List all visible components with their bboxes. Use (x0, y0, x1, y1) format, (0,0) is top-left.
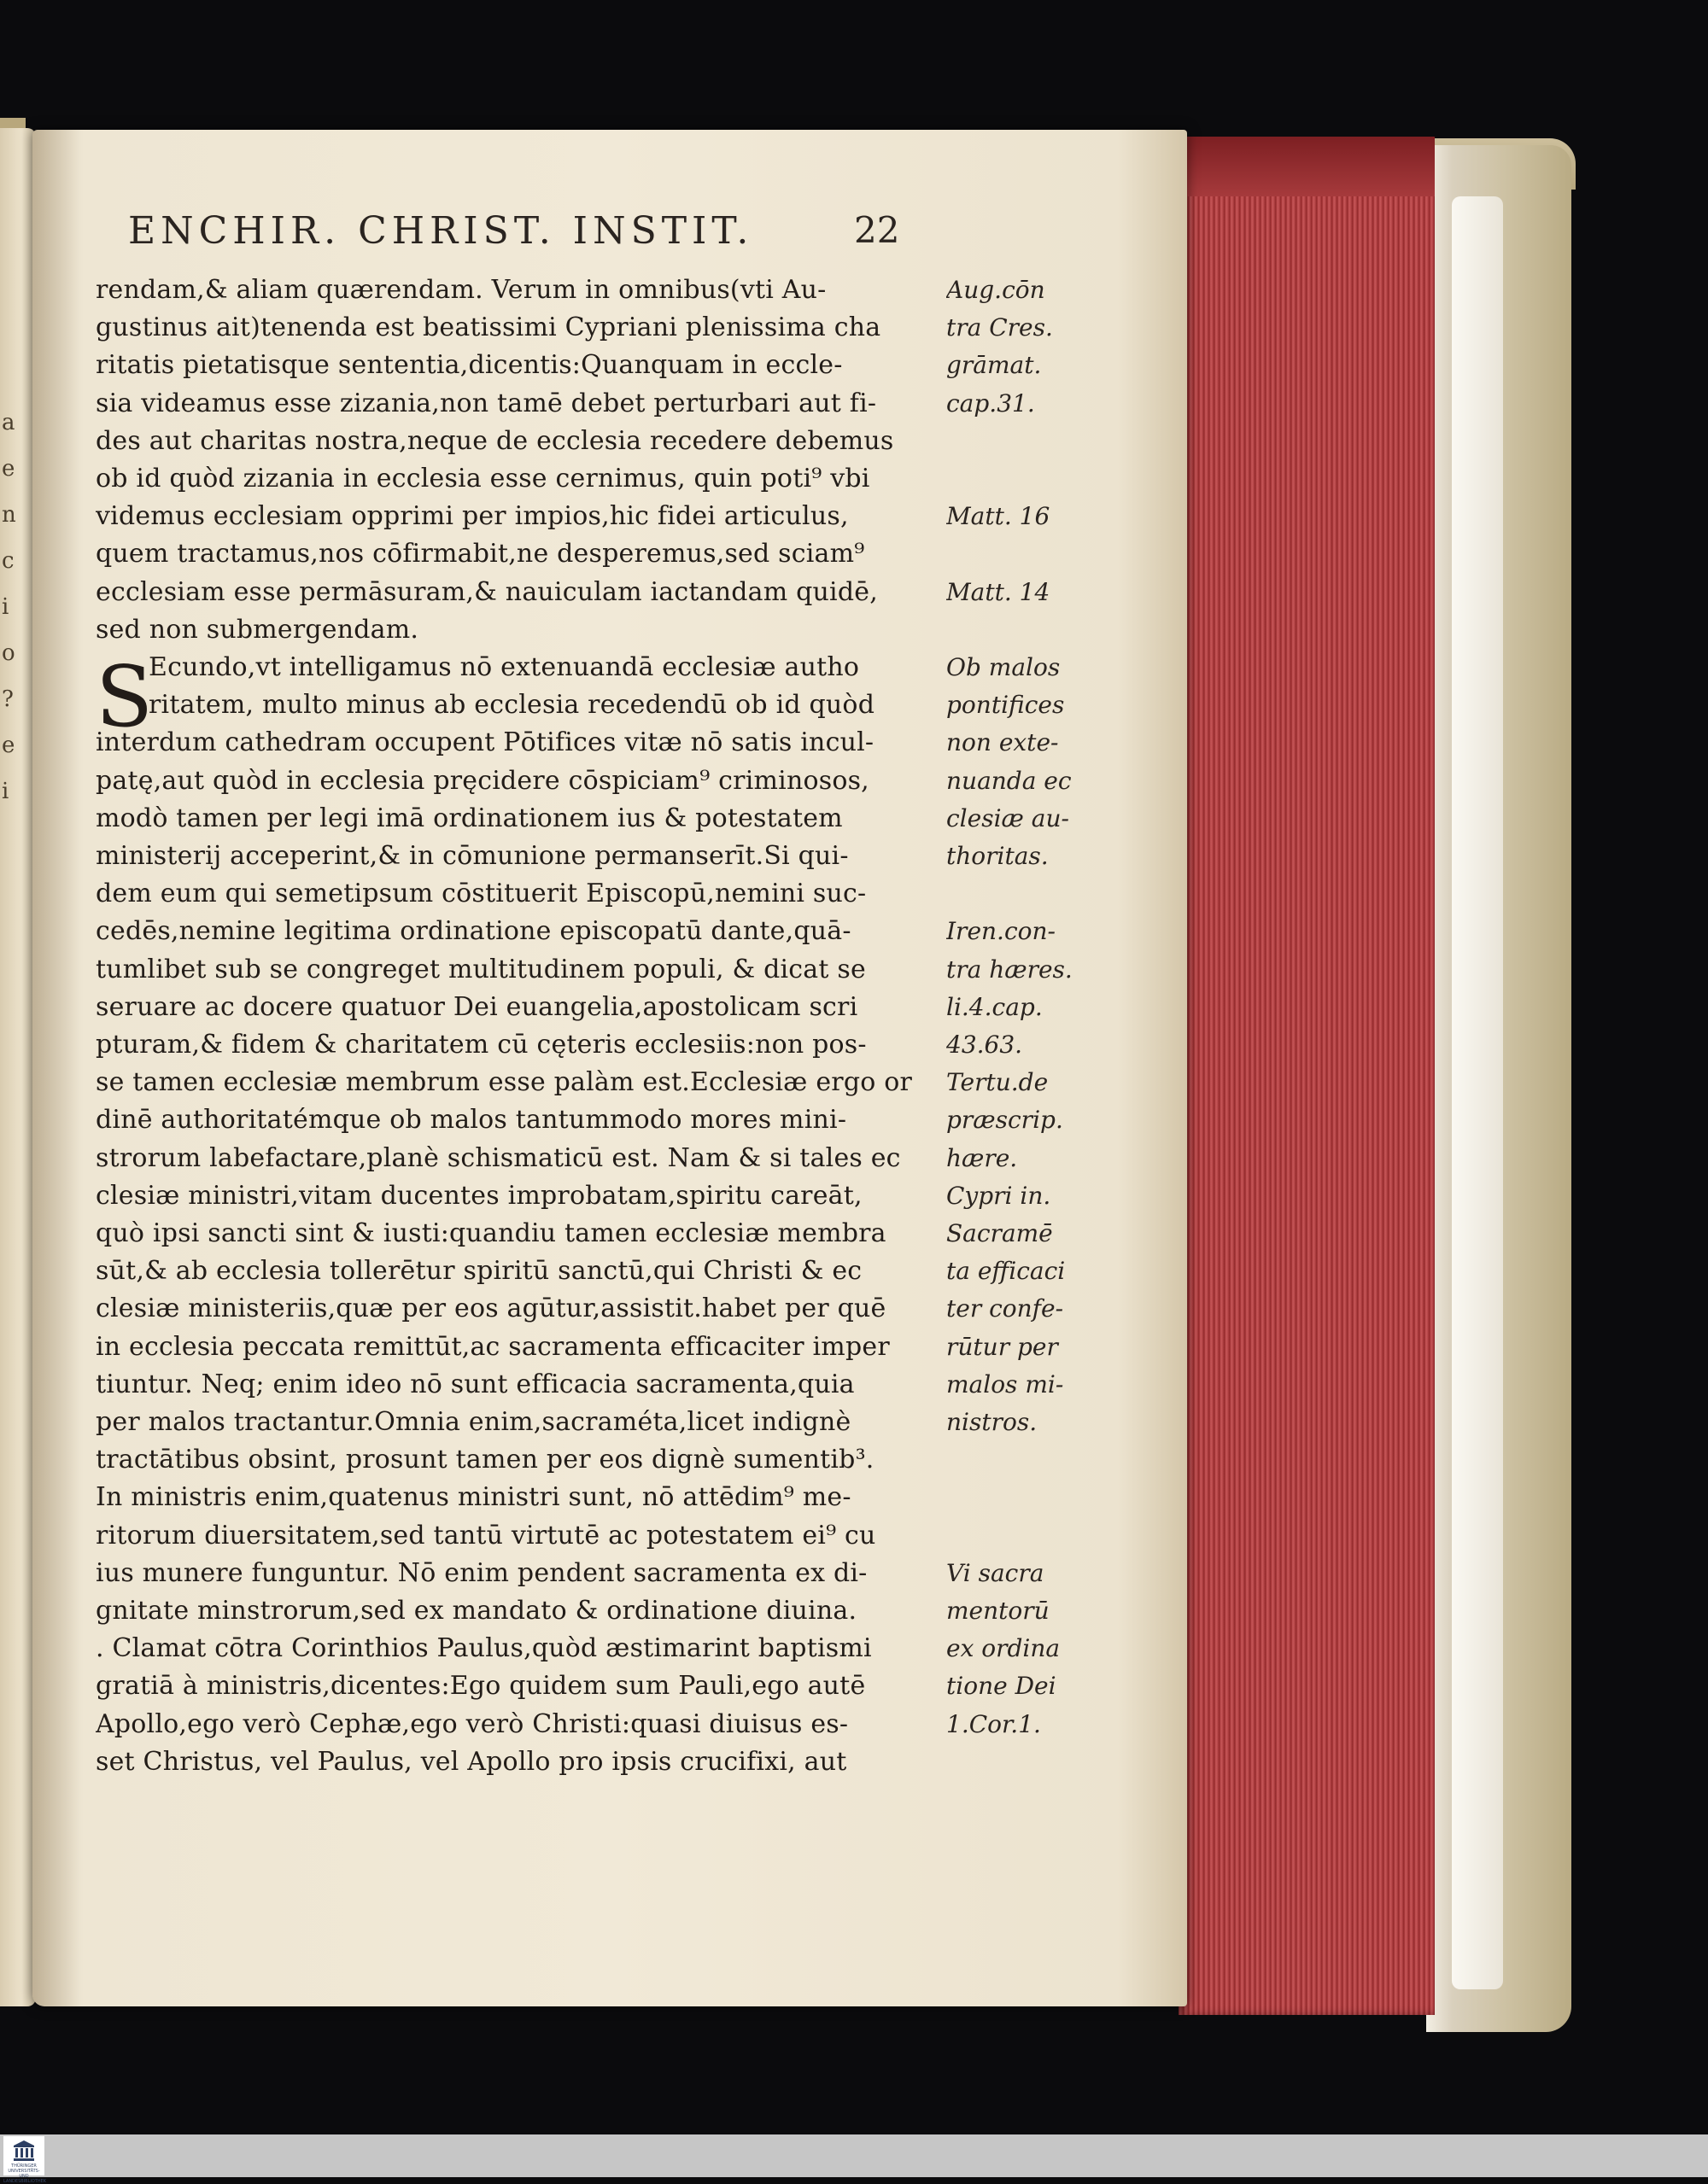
margin-note: tra hæres. (946, 955, 1073, 984)
body-text (96, 272, 950, 1817)
text-line: . Clamat cōtra Corinthios Paulus,quòd æstimarint baptismi (96, 1633, 872, 1663)
margin-note: mentorū (946, 1597, 1050, 1625)
text-line: dinē authoritatémque ob malos tantummodo mores mini- (96, 1105, 847, 1135)
viewer-footer-bar (0, 2134, 1708, 2184)
margin-note: ta efficaci (946, 1257, 1066, 1285)
margin-note: rūtur per (946, 1333, 1058, 1361)
margin-note: non exte- (946, 728, 1059, 756)
drop-cap: S (96, 649, 154, 746)
margin-note: tione Dei (946, 1672, 1056, 1700)
text-line: clesiæ ministeriis,quæ per eos agūtur,assistit.habet per quē (96, 1293, 886, 1323)
text-line: ministerij acceperint,& in cōmunione permanserīt.Si qui- (96, 841, 849, 871)
margin-note: grāmat. (946, 351, 1042, 379)
library-crest-icon (12, 2140, 36, 2162)
text-line: ecclesiam esse permāsuram,& nauiculam iactandam quidē, (96, 577, 878, 607)
text-line: quem tractamus,nos cōfirmabit,ne desperemus,sed sciam⁹ (96, 539, 865, 569)
text-line: ritatis pietatisque sententia,dicentis:Quanquam in eccle- (96, 350, 843, 380)
margin-note: Iren.con- (946, 917, 1056, 945)
margin-note: præscrip. (946, 1106, 1063, 1134)
text-line: seruare ac docere quatuor Dei euangelia,apostolicam scri (96, 992, 858, 1022)
margin-notes (946, 272, 1096, 1808)
text-line: tractātibus obsint, prosunt tamen per eos dignè sumentib³. (96, 1445, 874, 1474)
margin-note: nuanda ec (946, 767, 1072, 795)
text-line: dem eum qui semetipsum cōstituerit Episcopū,nemini suc- (96, 879, 867, 908)
text-line: tumlibet sub se congreget multitudinem populi, & dicat se (96, 955, 866, 984)
page-number: 22 (854, 209, 900, 251)
margin-note: li.4.cap. (946, 993, 1043, 1021)
text-line: clesiæ ministri,vitam ducentes improbatam,spiritu careāt, (96, 1181, 863, 1211)
page-edges-top (1179, 137, 1435, 196)
margin-note: ter confe- (946, 1294, 1064, 1323)
text-line: sūt,& ab ecclesia tollerētur spiritū sanctū,qui Christi & ec (96, 1256, 863, 1286)
margin-note: pontifices (946, 691, 1065, 719)
text-line: gustinus ait)tenenda est beatissimi Cypriani plenissima cha (96, 312, 881, 342)
margin-note: tra Cres. (946, 313, 1053, 342)
text-line: ius munere funguntur. Nō enim pendent sacramenta ex di- (96, 1558, 868, 1588)
left-page-letter: n (2, 502, 16, 528)
left-page-letter: e (2, 733, 15, 758)
text-line: In ministris enim,quatenus ministri sunt, nō attēdim⁹ me- (96, 1482, 851, 1512)
margin-note: 43.63. (946, 1031, 1023, 1059)
left-page-letter: ? (2, 686, 14, 712)
text-line: tiuntur. Neq; enim ideo nō sunt efficacia sacramenta,quia (96, 1369, 855, 1399)
margin-note: Aug.cōn (946, 276, 1045, 304)
text-line: patę,aut quòd in ecclesia pręcidere cōspiciam⁹ criminosos, (96, 766, 869, 796)
text-line: per malos tractantur.Omnia enim,sacraméta,licet indignè (96, 1407, 851, 1437)
text-line: ritatem, multo minus ab ecclesia recedendū ob id quòd (149, 690, 875, 720)
margin-note: nistros. (946, 1408, 1038, 1436)
left-page-letter: o (2, 640, 15, 666)
text-line: in ecclesia peccata remittūt,ac sacramenta efficaciter imper (96, 1332, 890, 1362)
left-page-letter: c (2, 548, 15, 574)
margin-note: hære. (946, 1144, 1018, 1172)
margin-note: Vi sacra (946, 1559, 1044, 1587)
margin-note: Matt. 16 (946, 502, 1050, 530)
text-line: des aut charitas nostra,neque de ecclesia recedere debemus (96, 426, 894, 456)
text-line: strorum labefactare,planè schismaticū est. Nam & si tales ec (96, 1143, 901, 1173)
margin-note: clesiæ au- (946, 804, 1069, 832)
left-page-letters (2, 410, 19, 825)
text-line: cedēs,nemine legitima ordinatione episcopatū dante,quā- (96, 916, 851, 946)
margin-note: thoritas. (946, 842, 1049, 870)
margin-note: Tertu.de (946, 1068, 1049, 1096)
margin-note: Cypri in. (946, 1182, 1051, 1210)
text-line: rendam,& aliam quærendam. Verum in omnibus(vti Au- (96, 275, 827, 305)
text-line: interdum cathedram occupent Pōtifices vitæ nō satis incul- (96, 727, 874, 757)
text-line: sia videamus esse zizania,non tamē debet perturbari aut fi- (96, 388, 877, 418)
margin-note: Sacramē (946, 1219, 1053, 1247)
cover-flap (1452, 196, 1503, 1989)
text-line: set Christus, vel Paulus, vel Apollo pro ipsis crucifixi, aut (96, 1747, 847, 1777)
text-line: ritorum diuersitatem,sed tantū virtutē ac potestatem ei⁹ cu (96, 1521, 876, 1550)
red-page-edges (1179, 137, 1435, 2015)
margin-note: Matt. 14 (946, 578, 1050, 606)
margin-note: ex ordina (946, 1634, 1061, 1662)
running-head: ENCHIR. CHRIST. INSTIT. (128, 209, 754, 253)
gutter-shadow (32, 130, 84, 2006)
text-line: sed non submergendam. (96, 615, 419, 645)
text-line: Ecundo,vt intelligamus nō extenuandā ecclesiæ autho (149, 652, 860, 682)
text-line: quò ipsi sancti sint & iusti:quandiu tamen ecclesiæ membra (96, 1218, 886, 1248)
margin-note: malos mi- (946, 1370, 1064, 1399)
left-page-letter: i (2, 779, 9, 804)
left-page-letter: a (2, 410, 15, 435)
margin-note: Ob malos (946, 653, 1061, 681)
text-line: pturam,& fidem & charitatem cū cęteris ecclesiis:non pos- (96, 1030, 867, 1060)
text-line: modò tamen per legi imā ordinationem ius & potestatem (96, 803, 843, 833)
text-line: gnitate minstrorum,sed ex mandato & ordinatione diuina. (96, 1596, 857, 1626)
library-name: THÜRINGER UNIVERSITÄTS- UND LANDESBIBLIOTHEK (3, 2164, 47, 2184)
text-line: videmus ecclesiam opprimi per impios,hic fidei articulus, (96, 501, 849, 531)
text-line: se tamen ecclesiæ membrum esse palàm est.Ecclesiæ ergo or (96, 1067, 913, 1097)
text-line: ob id quòd zizania in ecclesia esse cernimus, quin poti⁹ vbi (96, 464, 870, 493)
left-page-letter: i (2, 594, 9, 620)
margin-note: 1.Cor.1. (946, 1710, 1041, 1738)
left-facing-page (0, 128, 36, 2006)
left-page-letter: e (2, 456, 15, 482)
text-line: gratiā à ministris,dicentes:Ego quidem sum Pauli,ego autē (96, 1671, 866, 1701)
margin-note: cap.31. (946, 389, 1035, 418)
text-line: Apollo,ego verò Cephæ,ego verò Christi:quasi diuisus es- (96, 1709, 849, 1739)
